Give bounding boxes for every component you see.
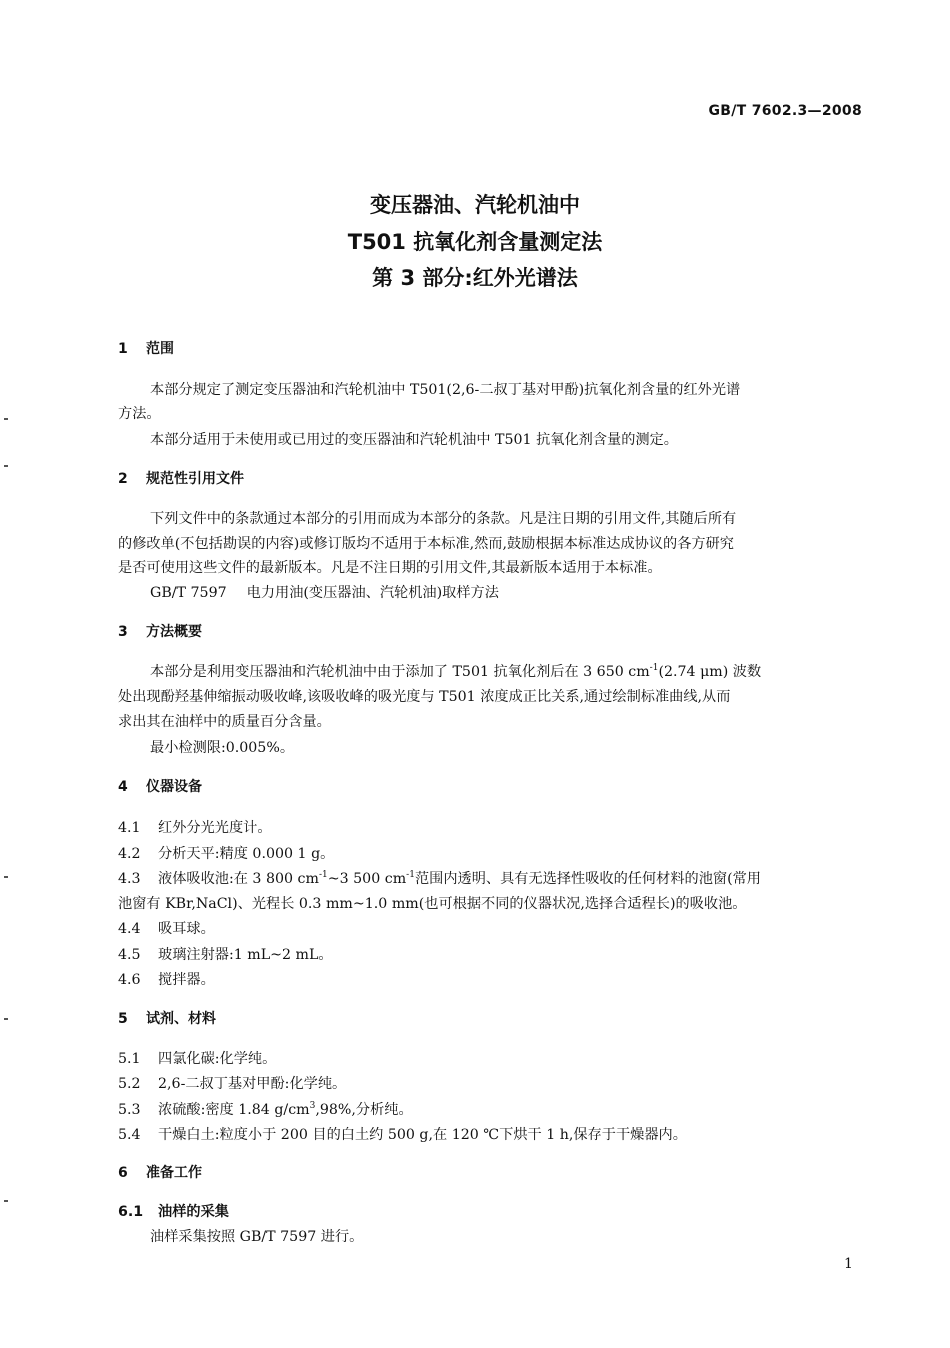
clause-text: 玻璃注射器:1 mL~2 mL。 xyxy=(158,947,333,963)
section-title: 仪器设备 xyxy=(146,779,202,795)
clause-text: 分析天平:精度 0.000 1 g。 xyxy=(158,846,335,862)
section-3-heading xyxy=(118,621,202,641)
clause-number: 5.1 xyxy=(118,1051,141,1067)
clause-item xyxy=(118,1099,413,1119)
clause-number: 4.5 xyxy=(118,947,141,963)
subclause-title: 油样的采集 xyxy=(158,1204,229,1220)
clause-number: 4.3 xyxy=(118,871,141,887)
section-title: 规范性引用文件 xyxy=(146,471,244,487)
paragraph-line: 求出其在油样中的质量百分含量。 xyxy=(118,714,331,730)
clause-item xyxy=(118,918,215,938)
clause-text: 搅拌器。 xyxy=(158,972,215,988)
clause-item xyxy=(118,1124,687,1144)
paragraph-line: 池窗有 KBr,NaCl)、光程长 0.3 mm~1.0 mm(也可根据不同的仪器状况,选择合适程长)的吸收池。 xyxy=(118,896,747,912)
clause-item xyxy=(118,1073,346,1093)
section-title: 范围 xyxy=(146,341,174,357)
text-run: ~3 500 cm xyxy=(327,871,407,887)
text-run: 范围内透明、具有无选择性吸收的任何材料的池窗(常用 xyxy=(414,871,761,887)
section-number: 1 xyxy=(118,341,128,357)
paragraph-line: 最小检测限:0.005%。 xyxy=(150,740,295,756)
paragraph-line: 处出现酚羟基伸缩振动吸收峰,该吸收峰的吸光度与 T501 浓度成正比关系,通过绘制标准曲线,从而 xyxy=(118,689,731,705)
reference-title: 电力用油(变压器油、汽轮机油)取样方法 xyxy=(246,585,499,601)
clause-number: 4.1 xyxy=(118,820,141,836)
section-title: 方法概要 xyxy=(146,624,202,640)
clause-item xyxy=(118,843,334,863)
title-line-2: T501 抗氧化剂含量测定法 xyxy=(347,230,603,254)
clause-text: 四氯化碳:化学纯。 xyxy=(158,1051,277,1067)
clause-number: 5.2 xyxy=(118,1076,141,1092)
clause-number: 4.4 xyxy=(118,921,141,937)
clause-number: 4.2 xyxy=(118,846,141,862)
paragraph-line: 本部分适用于未使用或已用过的变压器油和汽轮机油中 T501 抗氧化剂含量的测定。 xyxy=(150,432,678,448)
paragraph-line: 油样采集按照 GB/T 7597 进行。 xyxy=(150,1229,364,1245)
normative-reference xyxy=(150,582,499,602)
superscript: -1 xyxy=(649,663,659,673)
text-run: 液体吸收池:在 3 800 cm xyxy=(158,871,319,887)
section-title: 准备工作 xyxy=(146,1165,202,1181)
paragraph-line: 是否可使用这些文件的最新版本。凡是不注日期的引用文件,其最新版本适用于本标准。 xyxy=(118,560,662,576)
section-title: 试剂、材料 xyxy=(146,1011,216,1027)
scan-mark xyxy=(4,876,8,878)
paragraph-line: 的修改单(不包括勘误的内容)或修订版均不适用于本标准,然而,鼓励根据本标准达成协议的各方研究 xyxy=(118,536,734,552)
clause-number: 5.3 xyxy=(118,1102,141,1118)
paragraph-line xyxy=(150,661,761,681)
reference-code: GB/T 7597 xyxy=(150,585,227,601)
scan-mark xyxy=(4,1200,8,1202)
clause-item xyxy=(118,817,272,837)
section-4-heading xyxy=(118,776,202,796)
title-line-3: 第 3 部分:红外光谱法 xyxy=(372,266,578,290)
clause-item xyxy=(118,944,333,964)
page-number: 1 xyxy=(844,1256,853,1272)
clause-text: 2,6-二叔丁基对甲酚:化学纯。 xyxy=(158,1076,347,1092)
scan-mark xyxy=(4,1018,8,1020)
section-6-heading xyxy=(118,1162,202,1182)
clause-number: 6.1 xyxy=(118,1204,144,1220)
subclause-heading xyxy=(118,1201,229,1221)
section-5-heading xyxy=(118,1008,216,1028)
superscript: -1 xyxy=(318,870,328,880)
section-number: 2 xyxy=(118,471,128,487)
text-run: 浓硫酸:密度 1.84 g/cm xyxy=(158,1102,310,1118)
superscript: -1 xyxy=(406,870,415,880)
clause-text: 吸耳球。 xyxy=(158,921,215,937)
section-number: 4 xyxy=(118,779,128,795)
paragraph-line: 方法。 xyxy=(118,406,161,422)
paragraph-line: 本部分规定了测定变压器油和汽轮机油中 T501(2,6-二叔丁基对甲酚)抗氧化剂含量的红外光谱 xyxy=(150,382,741,398)
section-number: 5 xyxy=(118,1011,128,1027)
clause-number: 4.6 xyxy=(118,972,141,988)
section-number: 3 xyxy=(118,624,128,640)
clause-item xyxy=(118,1048,276,1068)
standard-code: GB/T 7602.3—2008 xyxy=(708,103,862,119)
section-number: 6 xyxy=(118,1165,128,1181)
clause-text: 干燥白土:粒度小于 200 目的白土约 500 g,在 120 ℃下烘干 1 h,保存于干燥器内。 xyxy=(158,1127,687,1143)
clause-item xyxy=(118,868,761,888)
text-run: 本部分是利用变压器油和汽轮机油中由于添加了 T501 抗氧化剂后在 3 650 cm xyxy=(150,664,650,680)
text-run: (2.74 μm) 波数 xyxy=(658,664,762,680)
scan-mark xyxy=(4,418,8,420)
clause-item xyxy=(118,969,215,989)
superscript: 3 xyxy=(309,1101,316,1111)
clause-text: 红外分光光度计。 xyxy=(158,820,272,836)
paragraph-line: 下列文件中的条款通过本部分的引用而成为本部分的条款。凡是注日期的引用文件,其随后所有 xyxy=(150,511,737,527)
title-line-1: 变压器油、汽轮机油中 xyxy=(370,193,580,217)
text-run: ,98%,分析纯。 xyxy=(315,1102,413,1118)
section-1-heading xyxy=(118,338,174,358)
section-2-heading xyxy=(118,468,244,488)
clause-number: 5.4 xyxy=(118,1127,141,1143)
scan-mark xyxy=(4,465,8,467)
